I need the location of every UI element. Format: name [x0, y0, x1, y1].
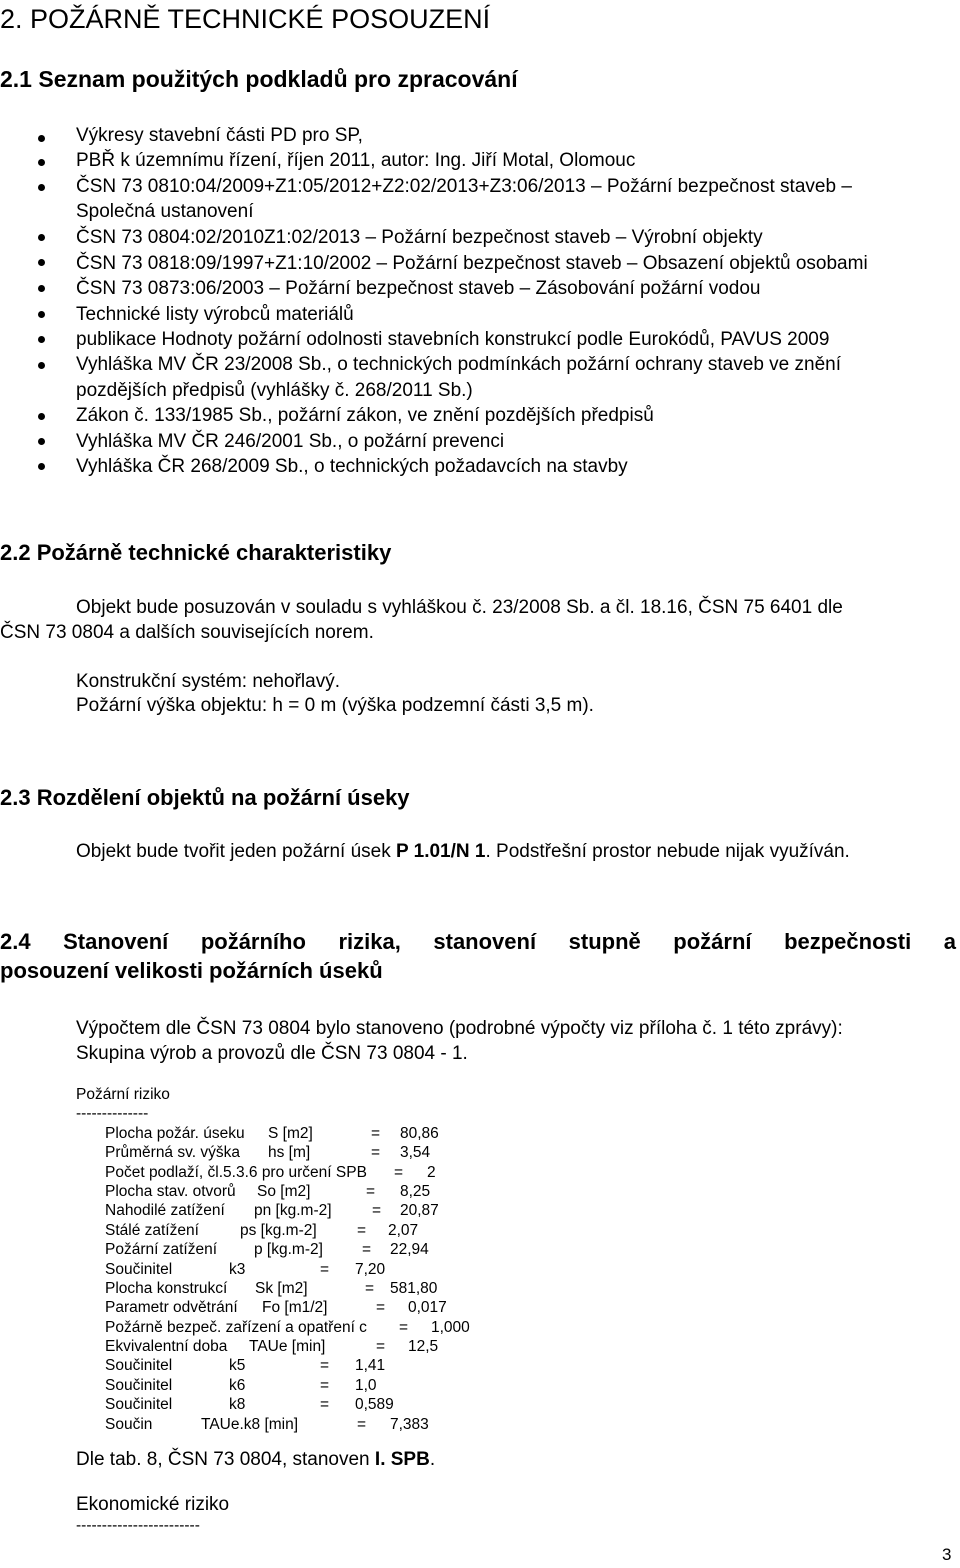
bullet-icon — [38, 234, 45, 241]
section-heading-2-4-cont: posouzení velikosti požárních úseků — [0, 958, 383, 983]
list-item: Zákon č. 133/1985 Sb., požární zákon, ve znění pozdějších předpisů — [76, 405, 654, 426]
list-item-continuation: pozdějších předpisů (vyhlášky č. 268/2011 Sb.) — [76, 380, 473, 401]
table-row-label: Nahodilé zatížení — [105, 1202, 225, 1219]
bullet-icon — [38, 463, 45, 470]
bullet-icon — [38, 285, 45, 292]
bullet-icon — [38, 159, 45, 166]
section-heading-2-2: 2.2 Požárně technické charakteristiky — [0, 540, 392, 565]
list-item: publikace Hodnoty požární odolnosti stavebních konstrukcí podle Eurokódů, PAVUS 2009 — [76, 329, 830, 350]
table-row-symbol: So [m2] — [257, 1183, 311, 1200]
section-heading-2-1: 2.1 Seznam použitých podkladů pro zpracování — [0, 66, 518, 92]
table-row-symbol: Sk [m2] — [255, 1280, 308, 1297]
table-row-symbol: k8 — [229, 1396, 246, 1413]
table-row-label: Součin — [105, 1416, 153, 1433]
table-row-label: Požární zatížení — [105, 1241, 218, 1258]
bullet-icon — [38, 259, 45, 266]
table-row-value: 1,41 — [355, 1357, 386, 1374]
bullet-icon — [38, 184, 45, 191]
table-row-eq: = — [394, 1164, 404, 1181]
table-row-label: Parametr odvětrání — [105, 1299, 238, 1316]
paragraph-text: Objekt bude tvořit jeden požární úsek — [76, 841, 397, 862]
list-item: Vyhláška MV ČR 23/2008 Sb., o technických podmínkách požární ochrany staveb ve znění — [76, 354, 841, 375]
economic-risk-title: Ekonomické riziko — [76, 1494, 230, 1515]
table-row-eq: = — [362, 1241, 372, 1258]
table-row-value: 7,383 — [390, 1416, 429, 1433]
table-row-label: Ekvivalentní doba — [105, 1338, 228, 1355]
table-row-eq: = — [372, 1202, 382, 1219]
table-row-label: Počet podlaží, čl.5.3.6 pro určení SPB — [105, 1164, 367, 1181]
list-item: PBŘ k územnímu řízení, říjen 2011, autor: Ing. Jiří Motal, Olomouc — [76, 150, 636, 171]
bullet-icon — [38, 362, 45, 369]
table-row-symbol: p [kg.m-2] — [254, 1241, 323, 1258]
table-row-value: 0,017 — [408, 1299, 447, 1316]
table-row-label: Součinitel — [105, 1357, 173, 1374]
table-row-label: Stálé zatížení — [105, 1222, 199, 1239]
bullet-icon — [38, 438, 45, 445]
table-row-eq: = — [320, 1357, 330, 1374]
table-row-label: Součinitel — [105, 1396, 173, 1413]
list-item: Vyhláška MV ČR 246/2001 Sb., o požární prevenci — [76, 431, 505, 452]
fire-section-paragraph — [76, 841, 850, 863]
list-item: ČSN 73 0818:09/1997+Z1:10/2002 – Požární bezpečnost staveb – Obsazení objektů osobami — [76, 253, 868, 274]
table-row-eq: = — [320, 1377, 330, 1394]
fire-section-id: P 1.01/N 1 — [396, 841, 486, 862]
table-row-value: 2,07 — [388, 1222, 419, 1239]
risk-rule: -------------- — [76, 1105, 149, 1122]
fire-height: Požární výška objektu: h = 0 m (výška podzemní části 3,5 m). — [76, 695, 594, 716]
table-row-symbol: k5 — [229, 1357, 246, 1374]
paragraph-text: Dle tab. 8, ČSN 73 0804, stanoven — [76, 1449, 375, 1470]
section-heading-2-4: 2.4 Stanovení požárního rizika, stanovení stupně požární bezpečnosti a — [0, 929, 956, 954]
list-item: Technické listy výrobců materiálů — [76, 304, 354, 325]
list-item: ČSN 73 0810:04/2009+Z1:05/2012+Z2:02/2013+Z3:06/2013 – Požární bezpečnost staveb – — [76, 176, 852, 197]
table-row-eq: = — [371, 1125, 381, 1142]
table-row-label: Součinitel — [105, 1261, 173, 1278]
spb-value: I. SPB — [374, 1449, 430, 1470]
table-row-symbol: pn [kg.m-2] — [254, 1202, 332, 1219]
list-item: Výkresy stavební části PD pro SP, — [76, 125, 363, 146]
paragraph-text: . Podstřešní prostor nebude nijak využíván. — [485, 841, 850, 862]
table-row-eq: = — [376, 1338, 386, 1355]
table-row-eq: = — [371, 1144, 381, 1161]
section-heading-2-3: 2.3 Rozdělení objektů na požární úseky — [0, 785, 410, 810]
table-row-symbol: TAUe.k8 [min] — [201, 1416, 299, 1433]
paragraph-line: ČSN 73 0804 a dalších souvisejících norem. — [0, 622, 374, 643]
table-row-symbol: S [m2] — [268, 1125, 313, 1142]
paragraph-line: Objekt bude posuzován v souladu s vyhláškou č. 23/2008 Sb. a čl. 18.16, ČSN 75 6401 dle — [76, 597, 843, 618]
table-row-eq: = — [320, 1396, 330, 1413]
table-row-eq: = — [376, 1299, 386, 1316]
bullet-icon — [38, 311, 45, 318]
table-row-symbol: TAUe [min] — [249, 1338, 326, 1355]
table-row-label: Plocha konstrukcí — [105, 1280, 228, 1297]
economic-risk-rule: ------------------------ — [76, 1517, 200, 1534]
table-row-value: 8,25 — [400, 1183, 431, 1200]
paragraph-line: Skupina výrob a provozů dle ČSN 73 0804 - 1. — [76, 1043, 468, 1064]
table-row-symbol: k6 — [229, 1377, 246, 1394]
spb-result — [76, 1449, 435, 1471]
list-item: Vyhláška ČR 268/2009 Sb., o technických požadavcích na stavby — [76, 456, 628, 477]
table-row-value: 22,94 — [390, 1241, 429, 1258]
paragraph-text: . — [429, 1449, 436, 1470]
table-row-value: 12,5 — [408, 1338, 439, 1355]
table-row-label: Průměrná sv. výška — [105, 1144, 240, 1161]
table-row-value: 7,20 — [355, 1261, 386, 1278]
table-row-symbol: hs [m] — [268, 1144, 311, 1161]
table-row-value: 3,54 — [400, 1144, 431, 1161]
table-row-symbol: Fo [m1/2] — [262, 1299, 328, 1316]
table-row-value: 1,0 — [355, 1377, 377, 1394]
table-row-eq: = — [366, 1183, 376, 1200]
table-row-value: 1,000 — [431, 1319, 470, 1336]
table-row-value: 581,80 — [390, 1280, 438, 1297]
list-item: ČSN 73 0873:06/2003 – Požární bezpečnost staveb – Zásobování požární vodou — [76, 278, 761, 299]
table-row-value: 20,87 — [400, 1202, 439, 1219]
construction-system: Konstrukční systém: nehořlavý. — [76, 671, 340, 692]
table-row-symbol: k3 — [229, 1261, 246, 1278]
bullet-icon — [38, 413, 45, 420]
list-item: ČSN 73 0804:02/2010Z1:02/2013 – Požární bezpečnost staveb – Výrobní objekty — [76, 227, 763, 248]
page-number: 3 — [942, 1545, 952, 1564]
table-row-symbol: ps [kg.m-2] — [240, 1222, 317, 1239]
table-row-value: 80,86 — [400, 1125, 439, 1142]
table-row-label: Součinitel — [105, 1377, 173, 1394]
bullet-icon — [38, 135, 45, 142]
table-row-eq: = — [357, 1222, 367, 1239]
table-row-label: Požárně bezpeč. zařízení a opatření c — [105, 1319, 367, 1336]
table-row-eq: = — [399, 1319, 409, 1336]
table-row-label: Plocha stav. otvorů — [105, 1183, 236, 1200]
paragraph-line: Výpočtem dle ČSN 73 0804 bylo stanoveno (podrobné výpočty viz příloha č. 1 této zprávy): — [76, 1018, 843, 1039]
table-row-eq: = — [365, 1280, 375, 1297]
table-row-eq: = — [320, 1261, 330, 1278]
page-heading: 2. POŽÁRNĚ TECHNICKÉ POSOUZENÍ — [0, 4, 491, 34]
bullet-icon — [38, 336, 45, 343]
table-row-value: 2 — [427, 1164, 436, 1181]
risk-title: Požární riziko — [76, 1086, 170, 1103]
table-row-value: 0,589 — [355, 1396, 394, 1413]
table-row-eq: = — [357, 1416, 367, 1433]
table-row-label: Plocha požár. úseku — [105, 1125, 245, 1142]
list-item-continuation: Společná ustanovení — [76, 201, 254, 222]
